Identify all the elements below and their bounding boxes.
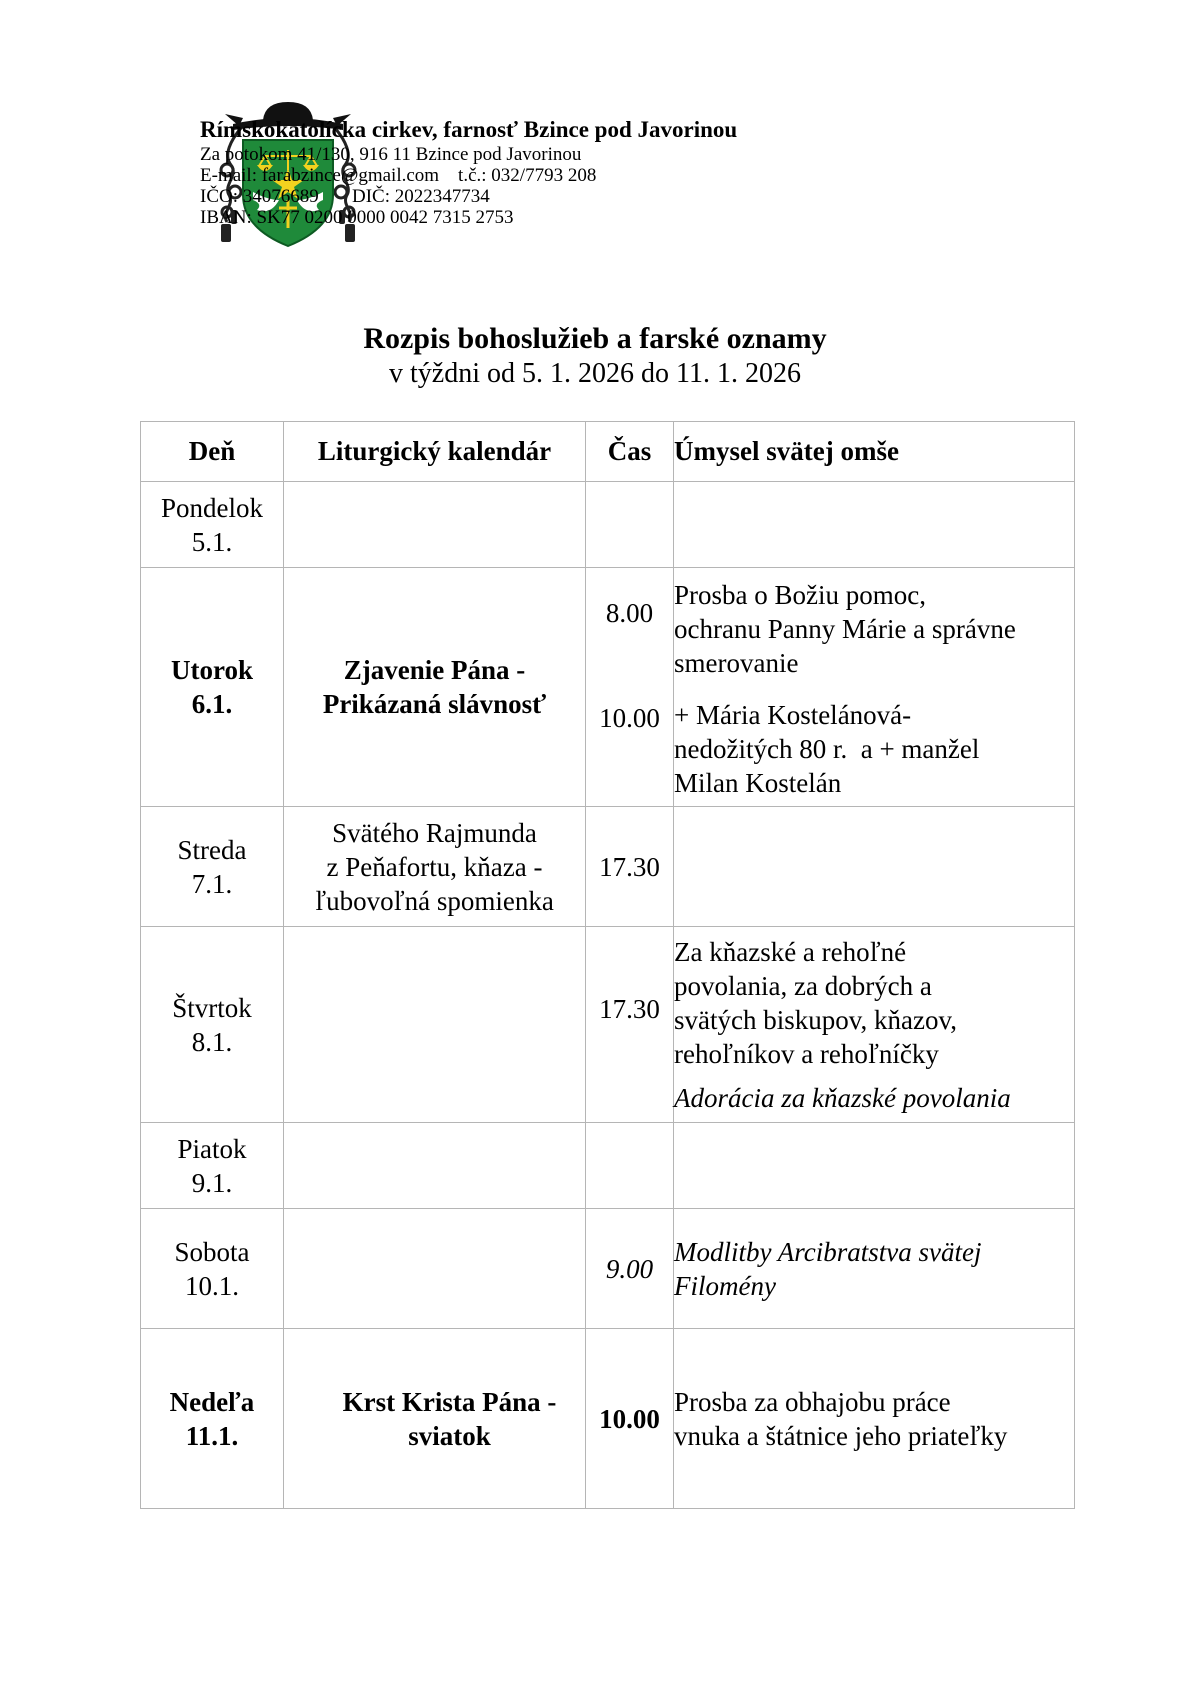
mass-time: 10.00 — [599, 1403, 660, 1434]
time-cell — [586, 1123, 674, 1209]
header-day: Deň — [141, 422, 284, 482]
liturgy-cell — [284, 482, 586, 568]
liturgy-cell — [284, 927, 586, 1123]
table-row — [141, 1123, 1075, 1209]
day-name: Utorok — [170, 655, 253, 685]
header-intention: Úmysel svätej omše — [674, 422, 1075, 482]
day-date: 7.1. — [191, 868, 233, 899]
mass-time: 8.00 — [605, 598, 654, 628]
table-row — [141, 568, 1075, 807]
day-date: 10.1. — [185, 1270, 239, 1301]
day-name: Pondelok — [160, 492, 263, 523]
intention-line: Filomény — [674, 1270, 776, 1301]
intention-line: smerovanie — [674, 648, 799, 678]
liturgy-line: Prikázaná slávnosť — [322, 689, 547, 719]
intention-line: ochranu Panny Márie a správne — [674, 614, 1016, 644]
intention-cell — [674, 807, 1075, 927]
intention-cell — [674, 1329, 1075, 1509]
time-cell — [586, 568, 674, 807]
intention-line: rehoľníkov a rehoľníčky — [674, 1039, 939, 1069]
day-date: 11.1. — [185, 1420, 239, 1451]
parish-contact-block — [200, 116, 1000, 228]
day-date: 5.1. — [191, 526, 233, 557]
mass-schedule-table — [140, 421, 1075, 1509]
intention-line: Modlitby Arcibratstva svätej — [674, 1236, 982, 1267]
liturgy-line: ľubovoľná spomienka — [315, 885, 554, 916]
liturgy-cell — [284, 1209, 586, 1329]
table-row — [141, 482, 1075, 568]
intention-line: vnuka a štátnice jeho priateľky — [674, 1420, 1008, 1451]
header-liturgy: Liturgický kalendár — [284, 422, 586, 482]
intention-cell — [674, 927, 1075, 1123]
time-cell — [586, 1209, 674, 1329]
intention-text — [674, 578, 1074, 680]
header-time: Čas — [586, 422, 674, 482]
intention-line: povolania, za dobrých a — [674, 971, 932, 1001]
day-name: Piatok — [177, 1133, 247, 1164]
intention-line: Milan Kostelán — [674, 768, 842, 798]
intention-cell — [674, 1123, 1075, 1209]
day-cell — [141, 1329, 284, 1509]
parish-name: Rímskokatolícka cirkev, farnosť Bzince pod Javorinou — [200, 117, 738, 142]
liturgy-cell — [284, 807, 586, 927]
day-cell — [141, 482, 284, 568]
day-date: 8.1. — [191, 1026, 233, 1057]
intention-cell — [674, 482, 1075, 568]
document-subtitle: v týždni od 5. 1. 2026 do 11. 1. 2026 — [389, 358, 801, 389]
day-name: Nedeľa — [169, 1386, 255, 1417]
time-cell — [586, 1329, 674, 1509]
intention-line: nedožitých 80 r. a + manžel — [674, 734, 980, 764]
parish-contact: E-mail: farabzince@gmail.com t.č.: 032/7793 208 — [200, 165, 597, 186]
table-row — [141, 1209, 1075, 1329]
liturgy-line: Svätého Rajmunda — [332, 817, 537, 848]
time-cell — [586, 807, 674, 927]
table-row — [141, 927, 1075, 1123]
liturgy-line: Zjavenie Pána - — [343, 655, 526, 685]
table-row — [141, 1329, 1075, 1509]
mass-time: 10.00 — [599, 703, 660, 733]
day-name: Sobota — [174, 1236, 250, 1267]
liturgy-line: z Peňafortu, kňaza - — [326, 851, 543, 882]
intention-line: svätých biskupov, kňazov, — [674, 1005, 957, 1035]
parish-ids: IČO: 34076689 DIČ: 2022347734 — [200, 186, 490, 207]
intention-line: Za kňazské a rehoľné — [674, 937, 907, 967]
intention-cell — [674, 568, 1075, 807]
intention-line: Prosba za obhajobu práce — [674, 1386, 951, 1417]
day-cell — [141, 1123, 284, 1209]
liturgy-cell — [284, 1123, 586, 1209]
liturgy-line: Krst Krista Pána - — [342, 1386, 557, 1417]
parish-iban: IBAN: SK77 0200 0000 0042 7315 2753 — [200, 207, 514, 228]
day-name: Streda — [177, 834, 247, 865]
liturgy-line: sviatok — [408, 1420, 491, 1451]
table-row — [141, 807, 1075, 927]
day-date: 9.1. — [191, 1167, 233, 1198]
parish-address: Za potokom 41/130, 916 11 Bzince pod Javorinou — [200, 144, 582, 165]
day-cell — [141, 807, 284, 927]
day-name: Štvrtok — [172, 992, 252, 1023]
intention-cell — [674, 1209, 1075, 1329]
intention-line: + Mária Kostelánová- — [674, 700, 912, 730]
day-cell — [141, 1209, 284, 1329]
table-header-row — [141, 422, 1075, 482]
intention-line: Prosba o Božiu pomoc, — [674, 580, 926, 610]
liturgy-cell — [284, 568, 586, 807]
time-cell — [586, 927, 674, 1123]
mass-time: 17.30 — [599, 994, 660, 1024]
document-title: Rozpis bohoslužieb a farské oznamy — [363, 322, 827, 355]
day-cell — [141, 568, 284, 807]
day-cell — [141, 927, 284, 1123]
day-date: 6.1. — [191, 689, 233, 719]
liturgy-cell — [284, 1329, 586, 1509]
time-cell — [586, 482, 674, 568]
adoration-note: Adorácia za kňazské povolania — [674, 1083, 1011, 1113]
mass-time: 17.30 — [599, 851, 660, 882]
intention-text — [674, 698, 1074, 800]
mass-time: 9.00 — [605, 1253, 654, 1284]
intention-text — [674, 935, 1074, 1071]
